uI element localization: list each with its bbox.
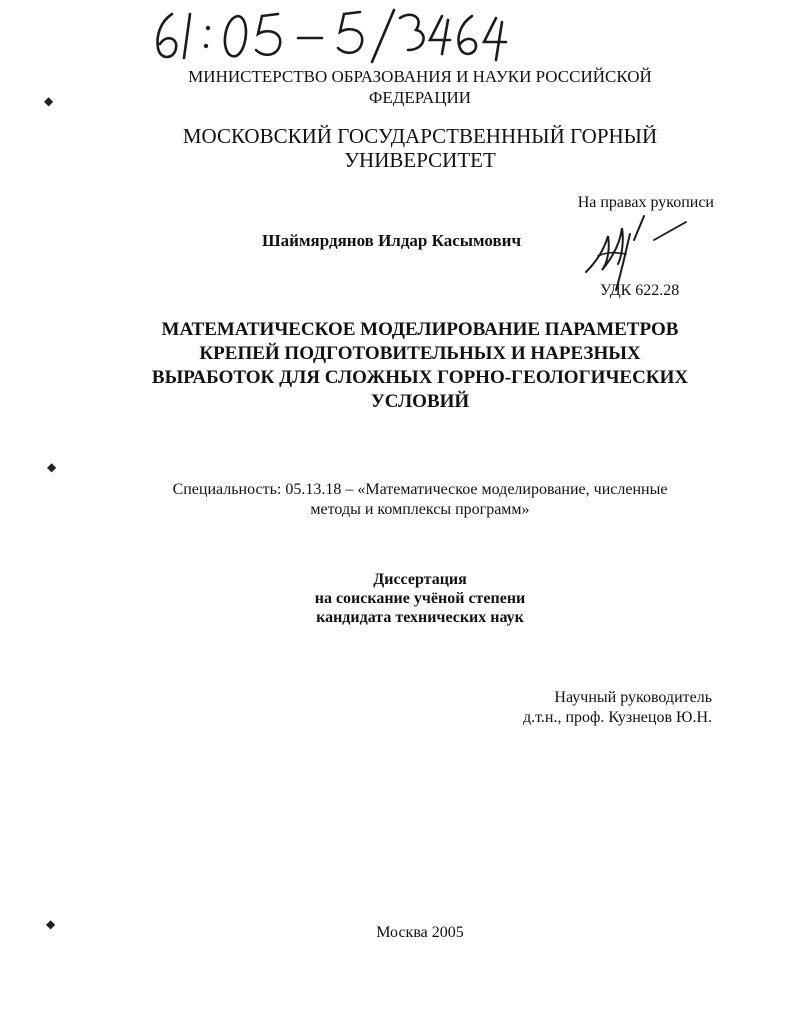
- specialty-line-2: методы и комплексы программ»: [310, 501, 530, 518]
- specialty-line-1: Специальность: 05.13.18 – «Математическое моделирование, численные: [172, 481, 668, 498]
- author-name: Шаймярдянов Илдар Касымович: [262, 231, 522, 250]
- degree-block: [150, 570, 690, 627]
- university-line-1: МОСКОВСКИЙ ГОСУДАРСТВЕНННЫЙ ГОРНЫЙ: [182, 124, 658, 148]
- degree-line-3: кандидата технических наук: [316, 609, 524, 626]
- supervisor-line-2: д.т.н., проф. Кузнецов Ю.Н.: [523, 709, 712, 726]
- degree-line-1: Диссертация: [373, 571, 467, 588]
- handwritten-archive-code: [150, 4, 510, 66]
- margin-mark-icon: ◆: [46, 917, 56, 931]
- degree-line-2: на соискание учёной степени: [314, 590, 526, 607]
- title-line-4: УСЛОВИЙ: [370, 391, 470, 412]
- dissertation-title: [100, 318, 740, 414]
- university-heading: [110, 124, 730, 172]
- udc-code: УДК 622.28: [600, 282, 680, 299]
- ministry-line-1: МИНИСТЕРСТВО ОБРАЗОВАНИЯ И НАУКИ РОССИЙСКОЙ: [188, 67, 652, 86]
- margin-mark-icon: ◆: [47, 460, 57, 474]
- margin-mark-icon: ◆: [44, 94, 54, 108]
- city-year: Москва 2005: [376, 924, 464, 941]
- university-line-2: УНИВЕРСИТЕТ: [344, 148, 496, 172]
- specialty-block: [120, 480, 720, 520]
- supervisor-line-1: Научный руководитель: [554, 689, 712, 706]
- ministry-line-2: ФЕДЕРАЦИИ: [368, 88, 472, 107]
- title-line-3: ВЫРАБОТОК ДЛЯ СЛОЖНЫХ ГОРНО-ГЕОЛОГИЧЕСКИХ: [151, 367, 689, 388]
- title-line-1: МАТЕМАТИЧЕСКОЕ МОДЕЛИРОВАНИЕ ПАРАМЕТРОВ: [161, 319, 679, 340]
- ministry-heading: [120, 66, 720, 108]
- title-line-2: КРЕПЕЙ ПОДГОТОВИТЕЛЬНЫХ И НАРЕЗНЫХ: [199, 343, 641, 364]
- manuscript-rights-label: На правах рукописи: [577, 194, 714, 211]
- supervisor-block: [420, 688, 712, 728]
